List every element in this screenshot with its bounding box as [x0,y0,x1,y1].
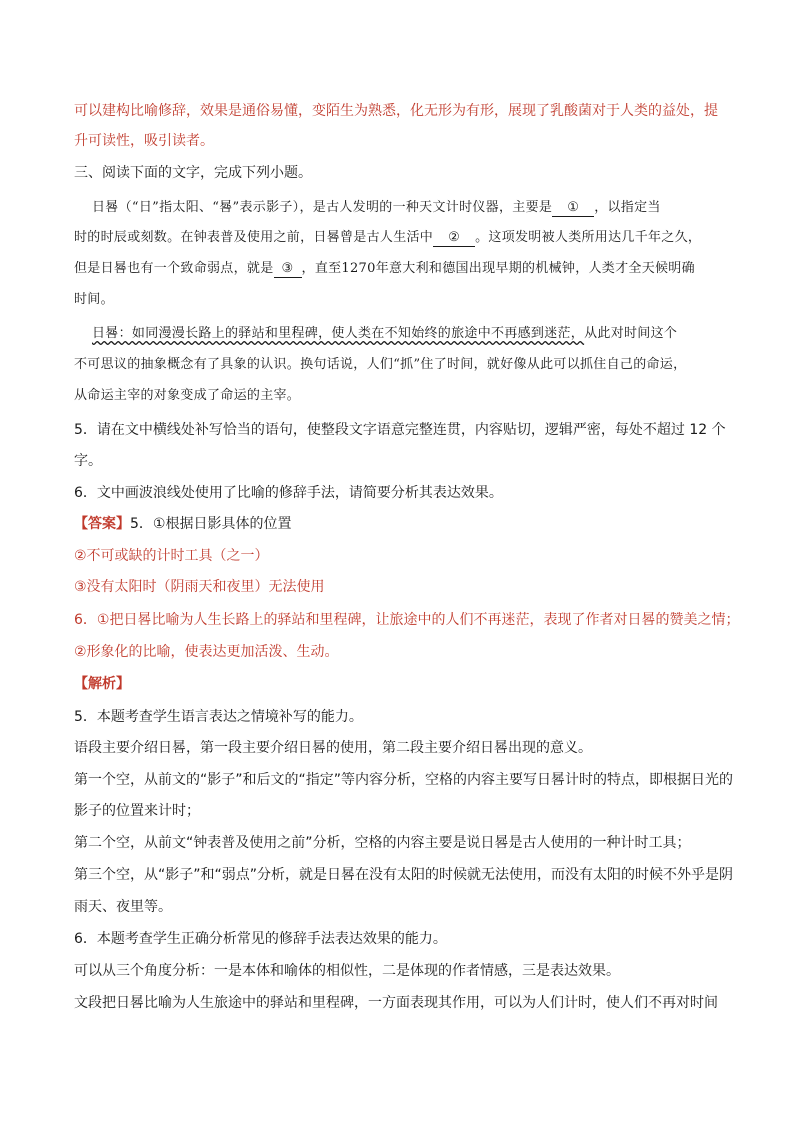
analysis-line-2: 语段主要介绍日晷，第一段主要介绍日晷的使用，第二段主要介绍日晷出现的意义。 [74,740,592,756]
passage-text: 时的时辰或刻数。在钟表普及使用之前，日晷曾是古人生活中 [74,230,434,245]
question-5-line-2: 字。 [74,453,102,469]
passage-p2-line-1 [92,324,677,344]
passage-text: 从此对时间这个 [584,326,678,341]
analysis-line-1: 5．本题考查学生语言表达之情境补写的能力。 [74,709,363,725]
passage-p2-line-2: 不可思议的抽象概念有了具象的认识。换句话说，人们“抓”住了时间，就好像从此可以抓住自己的命运， [74,357,687,372]
wavy-underlined-text: 日晷：如同漫漫长路上的驿站和里程碑，使人类在不知始终的旅途中不再感到迷茫， [92,326,585,341]
blank-2: ② [433,230,475,247]
passage-text: 。这项发明被人类所用达几千年之久， [475,230,702,245]
answer-5-1: 5．①根据日影具体的位置 [130,516,292,532]
question-6: 6．文中画波浪线处使用了比喻的修辞手法，请简要分析其表达效果。 [74,485,503,501]
passage-text: ，以指定当 [594,200,661,215]
section-heading: 三、阅读下面的文字，完成下列小题。 [74,165,312,181]
passage-text: ，直至1270年意大利和德国出现早期的机械钟，人类才全天候明确 [301,261,695,276]
analysis-line-3: 第一个空，从前文的“影子”和后文的“指定”等内容分析，空格的内容主要写日晷计时的特点，即根据日光的 [74,772,734,788]
passage-text: 日晷（“日”指太阳、“晷”表示影子），是古人发明的一种天文计时仪器，主要是 [92,200,553,215]
question-5-line-1: 5．请在文中横线处补写恰当的语句，使整段文字语意完整连贯，内容贴切，逻辑严密，每处不超过 12 个 [74,422,726,438]
blank-1: ① [552,200,594,217]
answer-6-1: 6．①把日晷比喻为人生长路上的驿站和里程碑，让旅途中的人们不再迷茫，表现了作者对日晷的赞美之情； [74,612,740,628]
answer-5-3: ③没有太阳时（阴雨天和夜里）无法使用 [74,579,325,595]
answer-label: 【答案】 [74,516,130,532]
analysis-line-7: 雨天、夜里等。 [74,899,172,915]
answer-line-1 [74,514,291,534]
answer-5-2: ②不可或缺的计时工具（之一） [74,548,269,564]
analysis-line-10: 文段把日晷比喻为人生旅途中的驿站和里程碑，一方面表现其作用，可以为人们计时，使人们不再对时间 [74,995,718,1011]
answer-6-2: ②形象化的比喻，使表达更加活泼、生动。 [74,644,339,660]
top-answer-line-1: 可以建构比喻修辞，效果是通俗易懂，变陌生为熟悉，化无形为有形，展现了乳酸菌对于人类的益处，提 [74,103,718,119]
passage-p1-line-2 [74,228,701,248]
passage-p2-line-3: 从命运主宰的对象变成了命运的主宰。 [74,388,301,403]
passage-p1-line-3 [74,259,695,279]
blank-3: ③ [274,261,302,278]
top-answer-line-2: 升可读性，吸引读者。 [74,133,214,149]
analysis-line-4: 影子的位置来计时； [74,803,200,819]
passage-p1-line-4: 时间。 [74,292,114,307]
analysis-line-8: 6．本题考查学生正确分析常见的修辞手法表达效果的能力。 [74,931,447,947]
passage-text: 但是日晷也有一个致命弱点，就是 [74,261,274,276]
analysis-line-6: 第三个空，从“影子”和“弱点”分析，就是日晷在没有太阳的时候就无法使用，而没有太阳的时候不外乎是阴 [74,867,734,883]
passage-p1-line-1 [92,198,661,218]
analysis-label: 【解析】 [74,676,130,692]
analysis-line-5: 第二个空，从前文“钟表普及使用之前”分析，空格的内容主要是说日晷是古人使用的一种计时工具； [74,835,691,851]
analysis-line-9: 可以从三个角度分析：一是本体和喻体的相似性，二是体现的作者情感，三是表达效果。 [74,963,620,979]
